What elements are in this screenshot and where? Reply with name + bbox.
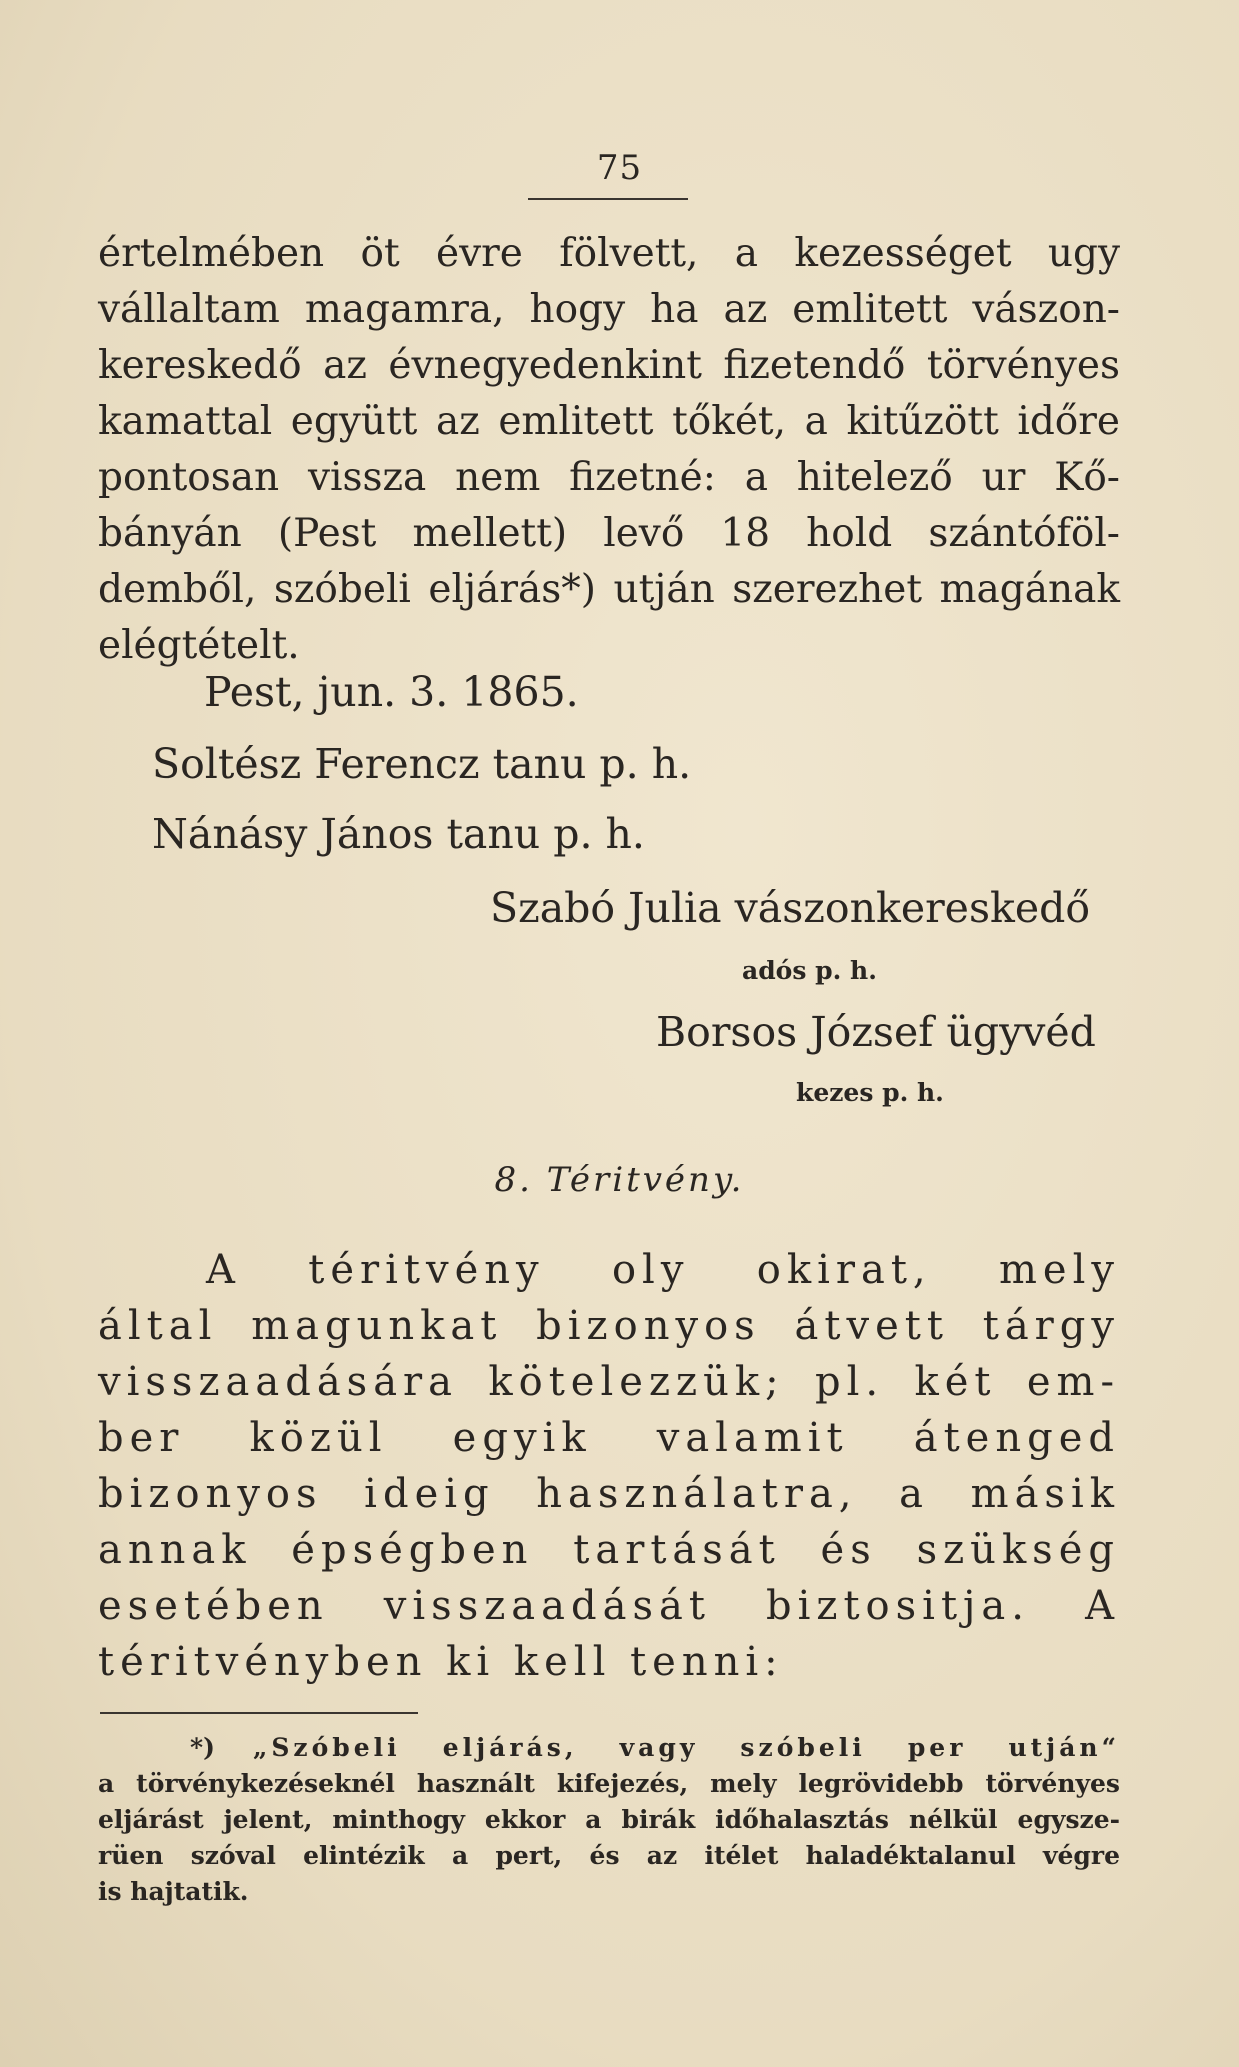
section-heading: 8. Téritvény.: [494, 1160, 745, 1200]
debtor-role: adós p. h.: [742, 956, 877, 985]
paragraph-line: értelmében öt évre fölvett, a kezességet ugy: [98, 231, 1120, 276]
paragraph-line: vállaltam magamra, hogy ha az emlitett vászon-: [98, 287, 1120, 332]
place-date: Pest, jun. 3. 1865.: [204, 668, 579, 716]
paragraph-line: elégtételt.: [98, 623, 300, 668]
paragraph-line: kamattal együtt az emlitett tőkét, a kitűzött időre: [98, 399, 1120, 444]
paragraph-line: pontosan vissza nem fizetné: a hitelező ur Kő-: [98, 455, 1120, 500]
section-line: A téritvény oly okirat, mely: [206, 1247, 1120, 1293]
witness-signature: Soltész Ferencz tanu p. h.: [152, 740, 692, 788]
footnote-first-line: [98, 1730, 1120, 1766]
section-line: visszaadására kötelezzük; pl. két em-: [98, 1359, 1120, 1405]
paragraph-line: bányán (Pest mellett) levő 18 hold szántóföl-: [98, 511, 1120, 556]
section-paragraph: [98, 1242, 1120, 1690]
debtor-signature: Szabó Julia vászonkereskedő: [490, 884, 1091, 932]
section-line: téritvényben ki kell tenni:: [98, 1639, 784, 1685]
section-line: bizonyos ideig használatra, a másik: [98, 1471, 1120, 1517]
guarantor-signature: Borsos József ügyvéd: [656, 1008, 1096, 1056]
paragraph-line: demből, szóbeli eljárás*) utján szerezhet magának: [98, 567, 1120, 612]
guarantor-role: kezes p. h.: [796, 1078, 944, 1107]
section-line: esetében visszaadását biztositja. A: [98, 1583, 1120, 1629]
footnote-rule: [100, 1712, 418, 1714]
section-line: által magunkat bizonyos átvett tárgy: [98, 1303, 1120, 1349]
footnote-line: a törvénykezéseknél használt kifejezés, mely legrövidebb törvényes: [98, 1769, 1120, 1798]
footnote-term: „Szóbeli eljárás, vagy szóbeli per utján“: [252, 1733, 1120, 1762]
witness-signature: Nánásy János tanu p. h.: [152, 810, 645, 858]
paragraph-line: kereskedő az évnegyedenkint fizetendő törvényes: [98, 343, 1120, 388]
document-paragraph: [98, 226, 1120, 674]
footnote-line: rüen szóval elintézik a pert, és az itélet haladéktalanul végre: [98, 1841, 1120, 1870]
header-rule: [528, 198, 688, 200]
footnote-marker: *): [190, 1733, 215, 1762]
footnote: [98, 1730, 1120, 1910]
footnote-line: is hajtatik.: [98, 1877, 249, 1906]
footnote-line: eljárást jelent, minthogy ekkor a birák időhalasztás nélkül egysze-: [98, 1805, 1120, 1834]
section-line: ber közül egyik valamit átenged: [98, 1415, 1120, 1461]
page-number: 75: [596, 148, 643, 188]
section-line: annak épségben tartását és szükség: [98, 1527, 1120, 1573]
